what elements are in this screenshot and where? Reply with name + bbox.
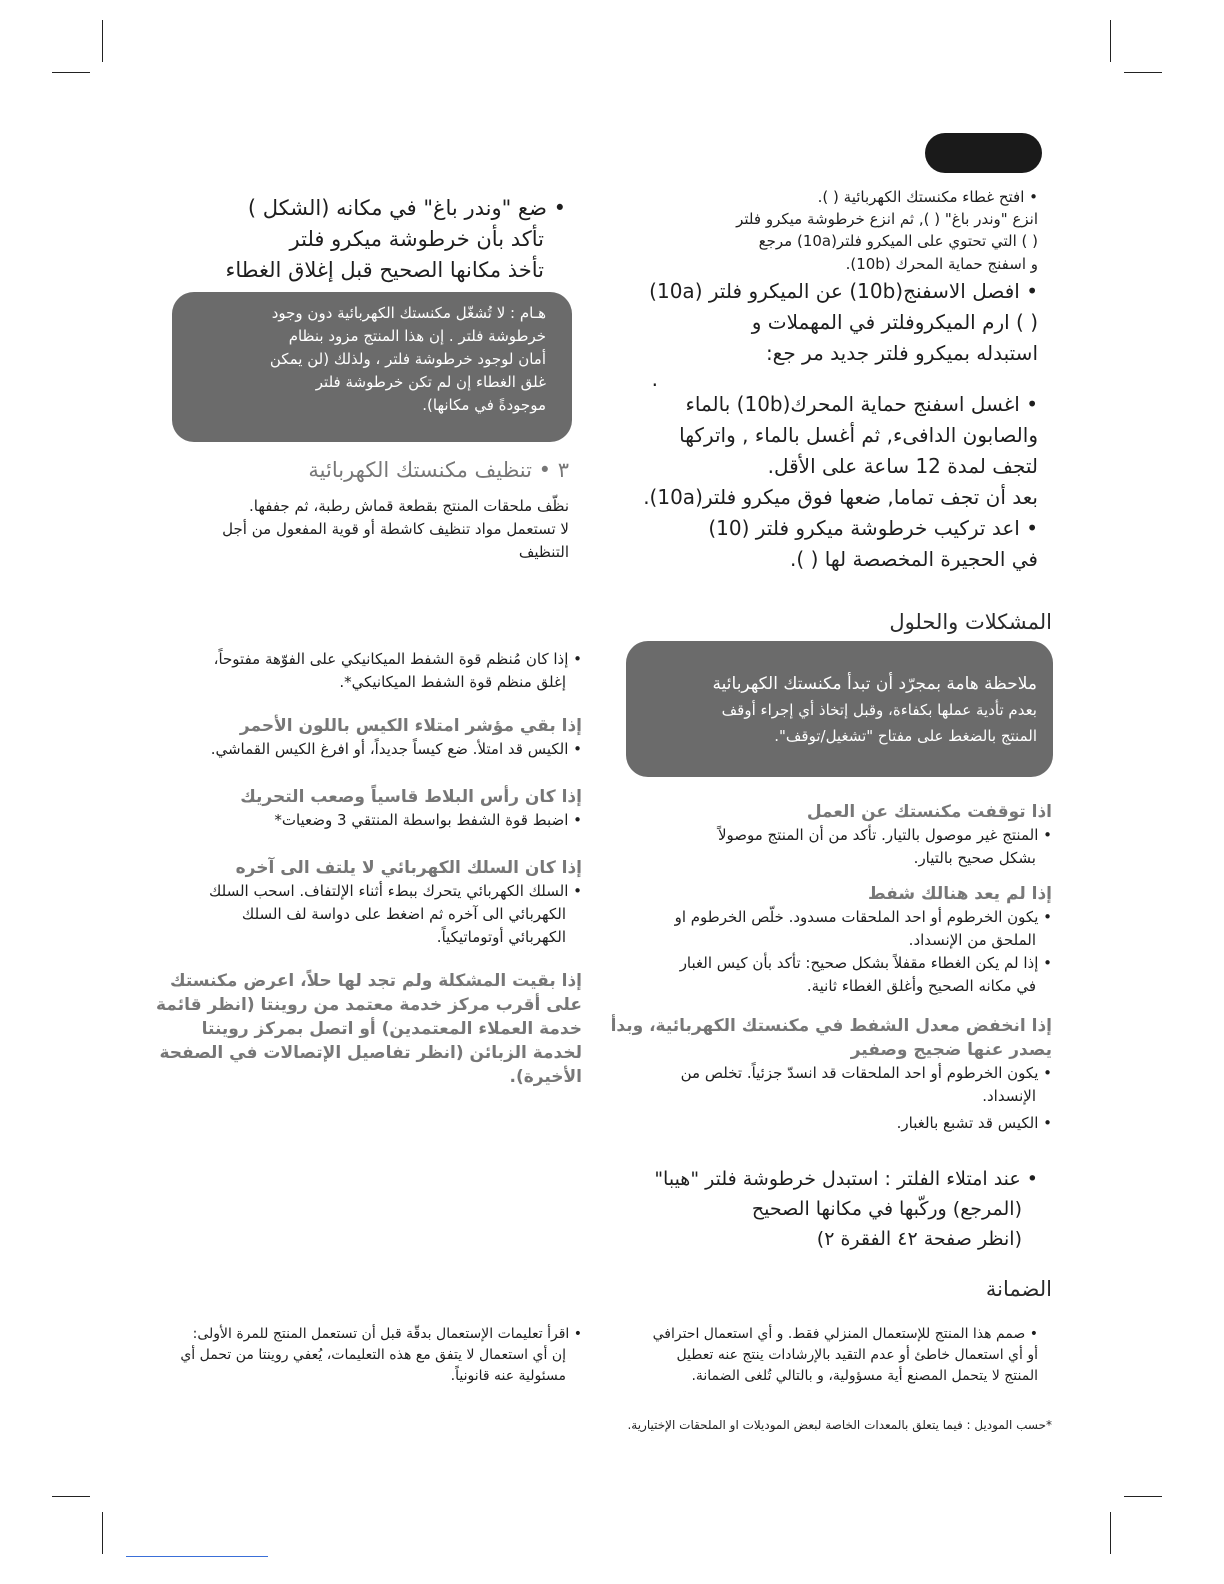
text-line: • عند امتلاء الفلتر : استبدل خرطوشة فلتر "هيبا" — [654, 1168, 1038, 1190]
text-line: بشكل صحيح بالتيار. — [913, 849, 1036, 867]
service-line: إذا بقيت المشكلة ولم تجد لها حلاً، اعرض مكنستك — [170, 971, 582, 991]
filter-replacement — [618, 1164, 1038, 1254]
step-line: لتجف لمدة 12 ساعة على الأقل. — [767, 454, 1038, 478]
text-line: مسئولية عنه قانونياً. — [450, 1368, 566, 1384]
text-line: • صمم هذا المنتج للإستعمال المنزلي فقط. و أي استعمال احترافي — [652, 1326, 1038, 1342]
crop-mark — [52, 72, 90, 73]
text-line: • يكون الخرطوم أو احد الملحقات مسدود. خلّص الخرطوم او — [674, 908, 1052, 926]
crop-mark — [102, 1512, 103, 1554]
step-line: والصابون الدافىء, ثم أغسل بالماء , واتركها — [679, 423, 1038, 447]
step-line: بعد أن تجف تماما, ضعها فوق ميكرو فلتر(10a). — [643, 485, 1038, 509]
text-line: في مكانه الصحيح وأغلق الغطاء ثانية. — [806, 977, 1036, 995]
text-line: • اقرأ تعليمات الإستعمال بدقّة قبل أن تستعمل المنتج للمرة الأولى: — [192, 1326, 582, 1342]
step-line: ( ) ارم الميكروفلتر في المهملات و — [751, 310, 1038, 334]
problem-title: إذا كان السلك الكهربائي لا يلتف الى آخره — [235, 858, 582, 878]
crop-mark — [1110, 1512, 1111, 1554]
text-line: الملحق من الإنسداد. — [908, 931, 1036, 949]
warning-line: خرطوشة فلتر . إن هذا المنتج مزود بنظام — [288, 327, 546, 345]
step-line: ( ) التي تحتوي على الميكرو فلتر(10a) مرجع — [758, 232, 1038, 250]
crop-mark — [1110, 20, 1111, 62]
text-line: التنظيف — [518, 543, 569, 561]
instructions-text — [142, 1324, 582, 1387]
text-line: • الكيس قد تشبع بالغبار. — [896, 1114, 1052, 1132]
page-link-underline — [126, 1556, 268, 1557]
note-line: ملاحظة هامة بمجرّد أن تبدأ مكنستك الكهربائية — [712, 674, 1037, 694]
crop-mark — [102, 20, 103, 62]
problem-title: اذا توقفت مكنستك عن العمل — [806, 802, 1052, 822]
step-line: • افصل الاسفنج(10b) عن الميكرو فلتر (10a) — [649, 279, 1038, 303]
crop-mark — [52, 1496, 90, 1497]
text-line: إن أي استعمال لا يتفق مع هذه التعليمات، يُعفي روينتا من تحمل أي — [180, 1347, 566, 1363]
text-line: (انظر صفحة ٤٢ الفقرة ٢) — [816, 1228, 1022, 1250]
problem-title: إذا بقي مؤشر امتلاء الكيس باللون الأحمر — [239, 716, 582, 736]
text-line: أو أي استعمال خاطئ أو عدم التقيد بالإرشادات ينتج عنه تعطيل — [676, 1347, 1038, 1363]
step-line: في الحجيرة المخصصة لها ( ). — [790, 547, 1038, 571]
text-line: الإنسداد. — [982, 1087, 1036, 1105]
maintenance-steps — [598, 186, 1038, 575]
troubleshooting-right — [612, 800, 1052, 1141]
step-line: • افتح غطاء مكنستك الكهربائية ( ). — [817, 188, 1038, 206]
text-line: لا تستعمل مواد تنظيف كاشطة أو قوية المفعول من أجل — [222, 520, 569, 538]
footnote: *حسب الموديل : فيما يتعلق بالمعدات الخاصة لبعض الموديلات او الملحقات الإختيارية. — [627, 1418, 1052, 1432]
text-line: • الكيس قد امتلأ. ضع كيساً جديداً، أو افرغ الكيس القماشي. — [210, 740, 582, 758]
warranty-text — [598, 1324, 1038, 1387]
warning-line: غلق الغطاء إن لم تكن خرطوشة فلتر — [315, 373, 546, 391]
problems-title: المشكلات والحلول — [889, 610, 1052, 634]
service-line: الأخيرة). — [509, 1067, 582, 1087]
note-line: بعدم تأدية عملها بكفاءة، وقبل إتخاذ أي إجراء أوقف — [721, 701, 1037, 719]
step-line: • اعد تركيب خرطوشة ميكرو فلتر (10) — [708, 516, 1038, 540]
warning-line: أمان لوجود خرطوشة فلتر ، ولذلك (لن يمكن — [269, 350, 546, 368]
text-line: • ضع "وندر باغ" في مكانه (الشكل ) — [247, 196, 566, 220]
text-line: • السلك الكهربائي يتحرك ببطء أثناء الإلتفاف. اسحب السلك — [208, 882, 582, 900]
warranty-title: الضمانة — [985, 1277, 1052, 1301]
text-line: المنتج لا يتحمل المصنع أية مسؤولية، و بالتالي تُلغى الضمانة. — [691, 1368, 1038, 1384]
text-line: تأكد بأن خرطوشة ميكرو فلتر — [289, 227, 544, 251]
service-line: على أقرب مركز خدمة معتمد من روينتا (انظر قائمة — [155, 995, 582, 1015]
warning-line: هـام : لا تُشغّل مكنستك الكهربائية دون وجود — [271, 304, 546, 322]
problem-title: يصدر عنها ضجيج وصفير — [850, 1040, 1052, 1060]
important-warning-box — [172, 292, 572, 442]
step-line: انزع "وندر باغ" ( ), ثم انزع خرطوشة ميكرو فلتر — [736, 210, 1038, 228]
step-line: و اسفنج حماية المحرك (10b). — [845, 255, 1038, 273]
text-line: الكهربائي أوتوماتيكياً. — [436, 928, 566, 946]
step-line: • اغسل اسفنج حماية المحرك(10b) بالماء — [685, 392, 1038, 416]
important-note-box — [626, 641, 1053, 777]
problem-title: إذا كان رأس البلاط قاسياً وصعب التحريك — [240, 787, 582, 807]
cleaning-text — [149, 495, 569, 564]
warning-line: موجودةً في مكانها). — [422, 396, 546, 414]
service-line: خدمة العملاء المعتمدين) أو اتصل بمركز روينتا — [201, 1019, 582, 1039]
language-tab — [925, 133, 1042, 173]
step-line: . — [651, 367, 658, 391]
problem-title: إذا انخفض معدل الشفط في مكنستك الكهربائية، وبدأ — [610, 1016, 1052, 1036]
text-line: نظّف ملحقات المنتج بقطعة قماش رطبة، ثم جففها. — [248, 497, 569, 515]
cleaning-section-title: ٣ • تنظيف مكنستك الكهربائية — [308, 458, 569, 482]
text-line: • إذا كان مُنظم قوة الشفط الميكانيكي على الفوّهة مفتوحاً، — [213, 650, 582, 668]
note-line: المنتج بالضغط على مفتاح "تشغيل/توقف". — [774, 727, 1037, 745]
wonderbag-instructions — [166, 193, 566, 286]
problem-title: إذا لم يعد هنالك شفط — [867, 884, 1052, 904]
text-line: تأخذ مكانها الصحيح قبل إغلاق الغطاء — [225, 258, 544, 282]
service-line: لخدمة الزبائن (انظر تفاصيل الإتصالات في الصفحة — [159, 1043, 582, 1063]
crop-mark — [1124, 72, 1162, 73]
text-line: • يكون الخرطوم أو احد الملحقات قد انسدّ جزئياً. تخلص من — [680, 1064, 1052, 1082]
text-line: • المنتج غير موصول بالتيار. تأكد من أن المنتج موصولاً — [717, 826, 1052, 844]
text-line: (المرجع) وركّبها في مكانها الصحيح — [751, 1198, 1022, 1220]
text-line: إغلق منظم قوة الشفط الميكانيكي*. — [339, 673, 566, 691]
text-line: • إذا لم يكن الغطاء مقفلاً بشكل صحيح: تأكد بأن كيس الغبار — [679, 954, 1052, 972]
text-line: الكهربائي الى آخره ثم اضغط على دواسة لف السلك — [241, 905, 566, 923]
text-line: • اضبط قوة الشفط بواسطة المنتقي 3 وضعيات* — [274, 811, 582, 829]
step-line: استبدله بميكرو فلتر جديد مر جع: — [765, 341, 1038, 365]
troubleshooting-left — [142, 648, 582, 1089]
crop-mark — [1124, 1496, 1162, 1497]
